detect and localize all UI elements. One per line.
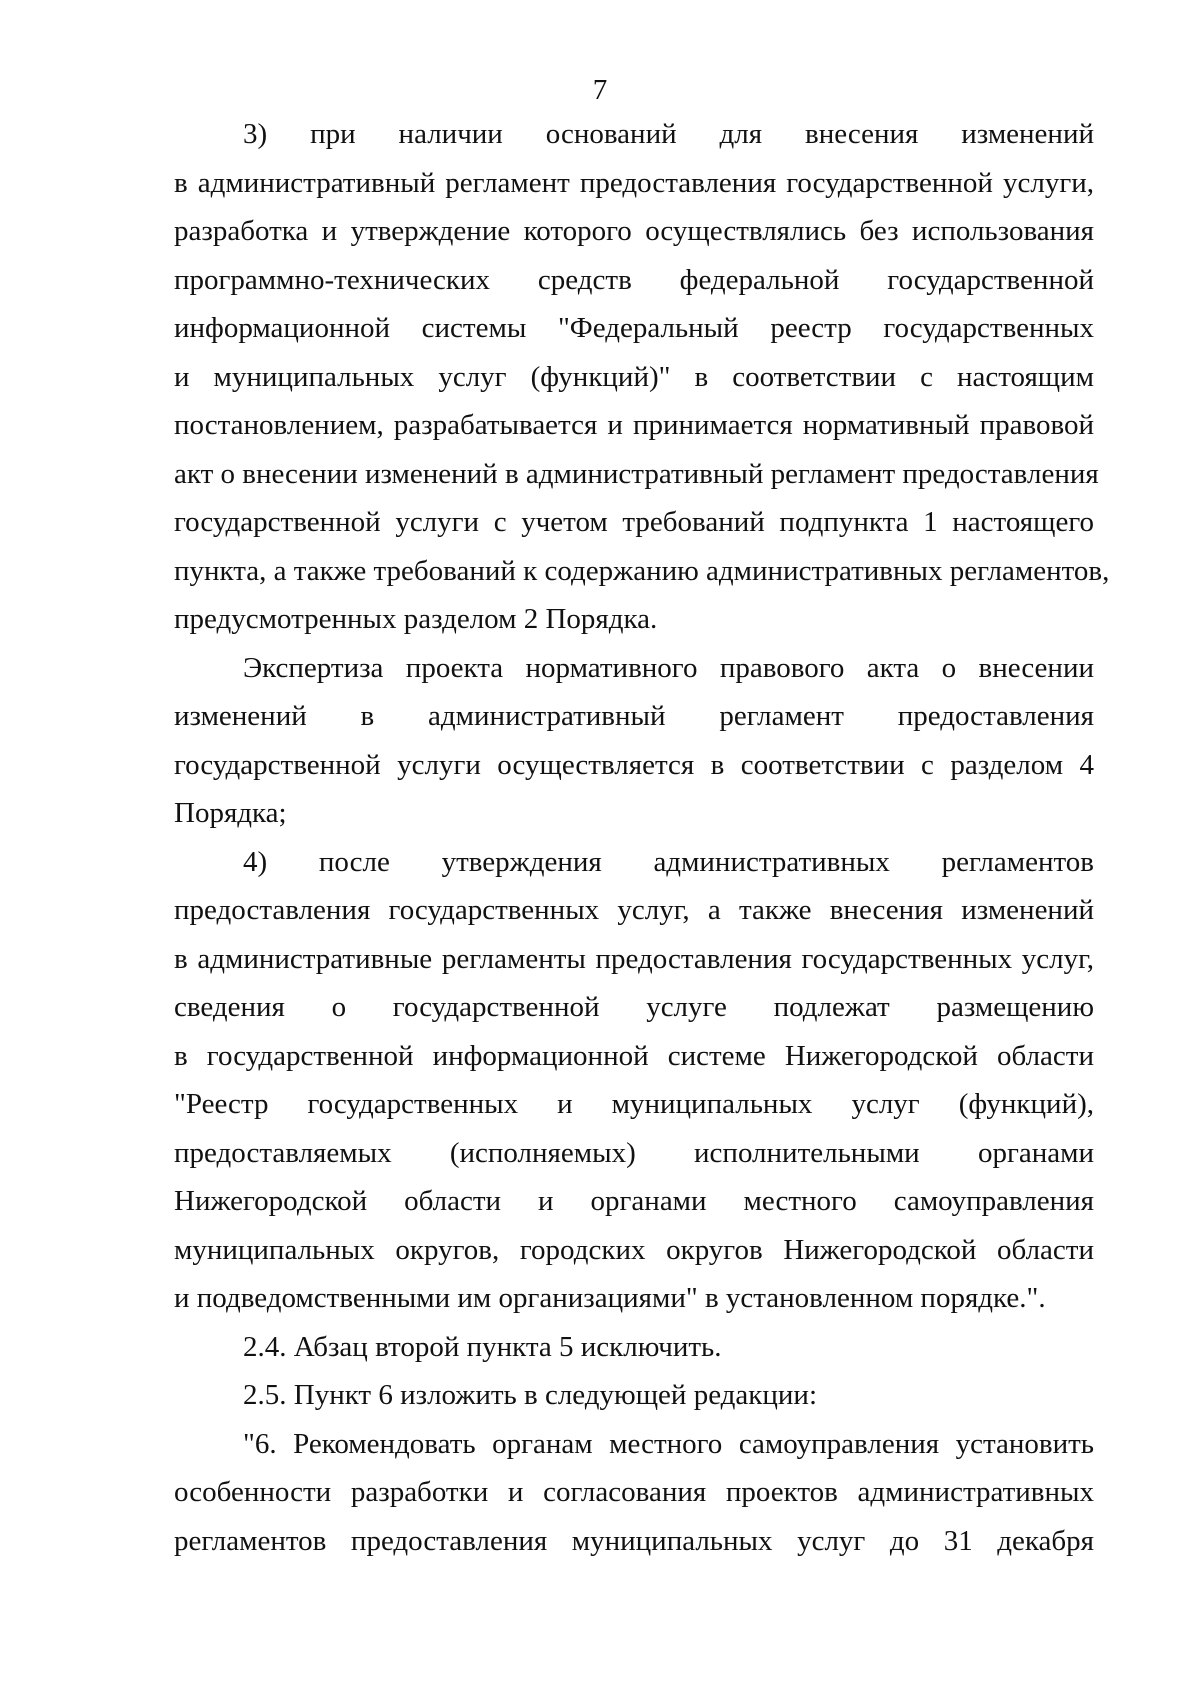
text-line: Порядка; xyxy=(174,797,287,829)
text-line: в административный регламент предоставления государственной услуги, xyxy=(174,166,1094,199)
text-line: и подведомственными им организациями" в установленном порядке.". xyxy=(174,1282,1046,1314)
text-line: и муниципальных услуг (функций)" в соответствии с настоящим xyxy=(174,360,1094,393)
text-line: пункта, а также требований к содержанию административных регламентов, xyxy=(174,554,1110,587)
text-line: государственной услуги осуществляется в соответствии с разделом 4 xyxy=(174,748,1094,781)
text-line: "Реестр государственных и муниципальных услуг (функций), xyxy=(174,1088,1094,1120)
text-line: сведения о государственной услуге подлежат размещению xyxy=(174,991,1094,1023)
text-line: 2.5. Пункт 6 изложить в следующей редакции: xyxy=(243,1379,818,1411)
text-line: предусмотренных разделом 2 Порядка. xyxy=(174,603,658,635)
document-body xyxy=(174,110,1110,1565)
text-line: постановлением, разрабатывается и принимается нормативный правовой xyxy=(174,409,1094,441)
page-number: 7 xyxy=(592,74,608,106)
text-line: муниципальных округов, городских округов Нижегородской области xyxy=(174,1233,1094,1266)
text-line: акт о внесении изменений в административный регламент предоставления xyxy=(174,457,1099,490)
text-line: 4) после утверждения административных регламентов xyxy=(243,845,1094,878)
text-line: информационной системы "Федеральный реестр государственных xyxy=(174,312,1094,344)
text-line: предоставления государственных услуг, а также внесения изменений xyxy=(174,894,1094,926)
text-line: особенности разработки и согласования проектов административных xyxy=(174,1476,1094,1508)
text-line: Экспертиза проекта нормативного правового акта о внесении xyxy=(243,651,1094,684)
text-line: предоставляемых (исполняемых) исполнительными органами xyxy=(174,1136,1094,1169)
text-line: программно-технических средств федеральной государственной xyxy=(174,263,1094,296)
text-line: регламентов предоставления муниципальных услуг до 31 декабря xyxy=(174,1524,1094,1557)
text-line: изменений в административный регламент предоставления xyxy=(174,700,1094,732)
text-line: государственной услуги с учетом требований подпункта 1 настоящего xyxy=(174,506,1094,538)
text-line: в административные регламенты предоставления государственных услуг, xyxy=(174,942,1094,975)
text-line: в государственной информационной системе Нижегородской области xyxy=(174,1039,1094,1072)
text-line: 3) при наличии оснований для внесения изменений xyxy=(243,118,1094,150)
text-line: 2.4. Абзац второй пункта 5 исключить. xyxy=(243,1330,722,1363)
text-line: "6. Рекомендовать органам местного самоуправления установить xyxy=(243,1427,1094,1460)
text-line: разработка и утверждение которого осуществлялись без использования xyxy=(174,215,1094,247)
text-line: Нижегородской области и органами местного самоуправления xyxy=(174,1185,1094,1217)
